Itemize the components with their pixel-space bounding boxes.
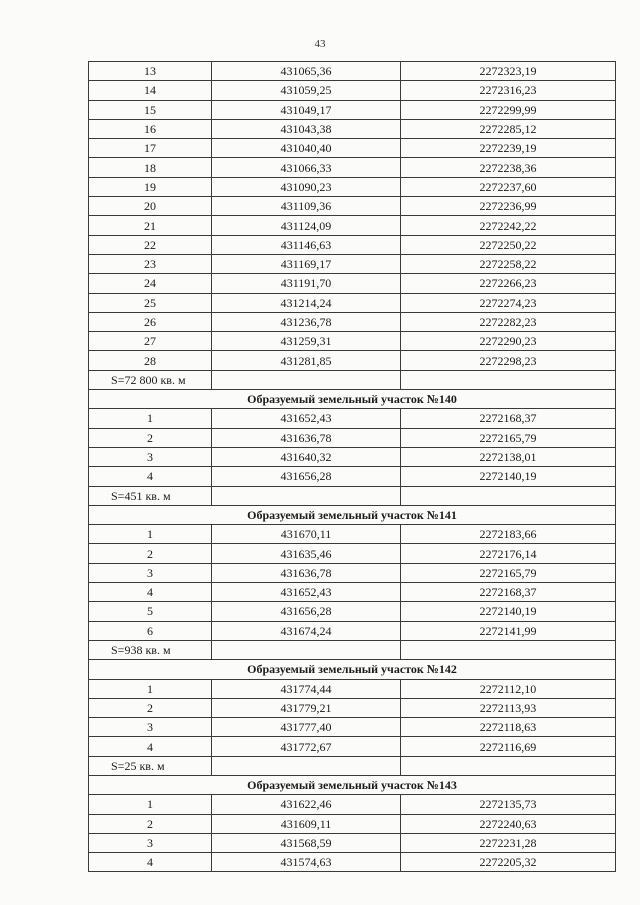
y-coordinate-cell: 2272140,19 <box>401 602 616 621</box>
y-coordinate-cell: 2272290,23 <box>401 332 616 351</box>
area-value-cell: S=451 кв. м <box>89 486 212 505</box>
x-coordinate-cell: 431059,25 <box>212 81 401 100</box>
x-coordinate-cell: 431043,38 <box>212 119 401 138</box>
point-number-cell: 23 <box>89 254 212 273</box>
x-coordinate-cell: 431779,21 <box>212 698 401 717</box>
y-coordinate-cell: 2272299,99 <box>401 100 616 119</box>
table-row <box>89 274 616 293</box>
x-coordinate-cell: 431774,44 <box>212 679 401 698</box>
x-coordinate-cell: 431124,09 <box>212 216 401 235</box>
y-coordinate-cell: 2272323,19 <box>401 62 616 81</box>
point-number-cell: 24 <box>89 274 212 293</box>
table-row <box>89 197 616 216</box>
point-number-cell: 3 <box>89 447 212 466</box>
y-coordinate-cell: 2272236,99 <box>401 197 616 216</box>
point-number-cell: 16 <box>89 119 212 138</box>
table-row <box>89 332 616 351</box>
table-row <box>89 698 616 717</box>
x-coordinate-cell: 431652,43 <box>212 583 401 602</box>
x-coordinate-cell: 431635,46 <box>212 544 401 563</box>
point-number-cell: 2 <box>89 544 212 563</box>
table-row <box>89 62 616 81</box>
y-coordinate-cell: 2272118,63 <box>401 718 616 737</box>
x-coordinate-cell: 431109,36 <box>212 197 401 216</box>
x-coordinate-cell: 431622,46 <box>212 795 401 814</box>
table-row <box>89 718 616 737</box>
point-number-cell: 15 <box>89 100 212 119</box>
x-coordinate-cell: 431674,24 <box>212 621 401 640</box>
x-coordinate-cell: 431568,59 <box>212 833 401 852</box>
table-row <box>89 235 616 254</box>
x-coordinate-cell: 431777,40 <box>212 718 401 737</box>
point-number-cell: 14 <box>89 81 212 100</box>
y-coordinate-cell: 2272237,60 <box>401 177 616 196</box>
x-coordinate-cell: 431169,17 <box>212 254 401 273</box>
table-row <box>89 216 616 235</box>
y-coordinate-cell: 2272135,73 <box>401 795 616 814</box>
y-coordinate-cell: 2272113,93 <box>401 698 616 717</box>
x-coordinate-cell: 431090,23 <box>212 177 401 196</box>
empty-cell <box>401 486 616 505</box>
table-row <box>89 254 616 273</box>
table-row <box>89 312 616 331</box>
point-number-cell: 28 <box>89 351 212 370</box>
point-number-cell: 4 <box>89 853 212 872</box>
table-row <box>89 737 616 756</box>
y-coordinate-cell: 2272165,79 <box>401 428 616 447</box>
y-coordinate-cell: 2272112,10 <box>401 679 616 698</box>
point-number-cell: 3 <box>89 563 212 582</box>
table-row <box>89 525 616 544</box>
point-number-cell: 2 <box>89 698 212 717</box>
table-row <box>89 795 616 814</box>
y-coordinate-cell: 2272239,19 <box>401 139 616 158</box>
point-number-cell: 22 <box>89 235 212 254</box>
point-number-cell: 20 <box>89 197 212 216</box>
table-row <box>89 853 616 872</box>
table-row <box>89 621 616 640</box>
empty-cell <box>212 370 401 389</box>
point-number-cell: 25 <box>89 293 212 312</box>
point-number-cell: 5 <box>89 602 212 621</box>
coordinates-table-body <box>89 62 616 872</box>
y-coordinate-cell: 2272165,79 <box>401 563 616 582</box>
x-coordinate-cell: 431670,11 <box>212 525 401 544</box>
page-number: 43 <box>314 38 326 50</box>
land-plot-heading: Образуемый земельный участок №141 <box>89 505 616 524</box>
y-coordinate-cell: 2272282,23 <box>401 312 616 331</box>
point-number-cell: 4 <box>89 583 212 602</box>
y-coordinate-cell: 2272168,37 <box>401 583 616 602</box>
point-number-cell: 18 <box>89 158 212 177</box>
table-row <box>89 409 616 428</box>
y-coordinate-cell: 2272205,32 <box>401 853 616 872</box>
table-row <box>89 119 616 138</box>
x-coordinate-cell: 431066,33 <box>212 158 401 177</box>
table-row <box>89 679 616 698</box>
area-row <box>89 756 616 775</box>
table-row <box>89 81 616 100</box>
y-coordinate-cell: 2272238,36 <box>401 158 616 177</box>
table-row <box>89 139 616 158</box>
table-row <box>89 814 616 833</box>
y-coordinate-cell: 2272141,99 <box>401 621 616 640</box>
x-coordinate-cell: 431049,17 <box>212 100 401 119</box>
empty-cell <box>212 486 401 505</box>
y-coordinate-cell: 2272298,23 <box>401 351 616 370</box>
x-coordinate-cell: 431146,63 <box>212 235 401 254</box>
x-coordinate-cell: 431636,78 <box>212 563 401 582</box>
point-number-cell: 19 <box>89 177 212 196</box>
x-coordinate-cell: 431259,31 <box>212 332 401 351</box>
x-coordinate-cell: 431656,28 <box>212 602 401 621</box>
table-row <box>89 544 616 563</box>
y-coordinate-cell: 2272250,22 <box>401 235 616 254</box>
table-row <box>89 177 616 196</box>
y-coordinate-cell: 2272138,01 <box>401 447 616 466</box>
y-coordinate-cell: 2272240,63 <box>401 814 616 833</box>
coordinates-table <box>88 61 616 872</box>
y-coordinate-cell: 2272285,12 <box>401 119 616 138</box>
y-coordinate-cell: 2272274,23 <box>401 293 616 312</box>
table-row <box>89 833 616 852</box>
land-plot-heading: Образуемый земельный участок №143 <box>89 775 616 794</box>
y-coordinate-cell: 2272242,22 <box>401 216 616 235</box>
x-coordinate-cell: 431609,11 <box>212 814 401 833</box>
x-coordinate-cell: 431636,78 <box>212 428 401 447</box>
x-coordinate-cell: 431040,40 <box>212 139 401 158</box>
x-coordinate-cell: 431236,78 <box>212 312 401 331</box>
point-number-cell: 27 <box>89 332 212 351</box>
point-number-cell: 21 <box>89 216 212 235</box>
empty-cell <box>401 640 616 659</box>
empty-cell <box>212 756 401 775</box>
land-plot-heading: Образуемый земельный участок №142 <box>89 660 616 679</box>
point-number-cell: 3 <box>89 718 212 737</box>
table-row <box>89 100 616 119</box>
table-row <box>89 602 616 621</box>
x-coordinate-cell: 431656,28 <box>212 467 401 486</box>
area-row <box>89 640 616 659</box>
x-coordinate-cell: 431772,67 <box>212 737 401 756</box>
y-coordinate-cell: 2272266,23 <box>401 274 616 293</box>
y-coordinate-cell: 2272168,37 <box>401 409 616 428</box>
point-number-cell: 1 <box>89 409 212 428</box>
area-value-cell: S=25 кв. м <box>89 756 212 775</box>
point-number-cell: 26 <box>89 312 212 331</box>
x-coordinate-cell: 431652,43 <box>212 409 401 428</box>
area-row <box>89 486 616 505</box>
area-value-cell: S=938 кв. м <box>89 640 212 659</box>
point-number-cell: 2 <box>89 814 212 833</box>
point-number-cell: 3 <box>89 833 212 852</box>
y-coordinate-cell: 2272140,19 <box>401 467 616 486</box>
y-coordinate-cell: 2272316,23 <box>401 81 616 100</box>
point-number-cell: 1 <box>89 525 212 544</box>
point-number-cell: 4 <box>89 737 212 756</box>
table-row <box>89 563 616 582</box>
table-row <box>89 447 616 466</box>
x-coordinate-cell: 431640,32 <box>212 447 401 466</box>
empty-cell <box>401 370 616 389</box>
y-coordinate-cell: 2272231,28 <box>401 833 616 852</box>
area-row <box>89 370 616 389</box>
x-coordinate-cell: 431574,63 <box>212 853 401 872</box>
table-row <box>89 583 616 602</box>
section-header-row <box>89 390 616 409</box>
x-coordinate-cell: 431214,24 <box>212 293 401 312</box>
y-coordinate-cell: 2272176,14 <box>401 544 616 563</box>
area-value-cell: S=72 800 кв. м <box>89 370 212 389</box>
point-number-cell: 1 <box>89 795 212 814</box>
point-number-cell: 4 <box>89 467 212 486</box>
point-number-cell: 2 <box>89 428 212 447</box>
point-number-cell: 13 <box>89 62 212 81</box>
table-row <box>89 428 616 447</box>
y-coordinate-cell: 2272183,66 <box>401 525 616 544</box>
empty-cell <box>212 640 401 659</box>
section-header-row <box>89 660 616 679</box>
y-coordinate-cell: 2272116,69 <box>401 737 616 756</box>
point-number-cell: 6 <box>89 621 212 640</box>
point-number-cell: 17 <box>89 139 212 158</box>
section-header-row <box>89 775 616 794</box>
x-coordinate-cell: 431065,36 <box>212 62 401 81</box>
x-coordinate-cell: 431191,70 <box>212 274 401 293</box>
y-coordinate-cell: 2272258,22 <box>401 254 616 273</box>
section-header-row <box>89 505 616 524</box>
coordinates-table-container <box>88 61 615 872</box>
table-row <box>89 467 616 486</box>
x-coordinate-cell: 431281,85 <box>212 351 401 370</box>
table-row <box>89 293 616 312</box>
land-plot-heading: Образуемый земельный участок №140 <box>89 390 616 409</box>
point-number-cell: 1 <box>89 679 212 698</box>
empty-cell <box>401 756 616 775</box>
table-row <box>89 351 616 370</box>
table-row <box>89 158 616 177</box>
